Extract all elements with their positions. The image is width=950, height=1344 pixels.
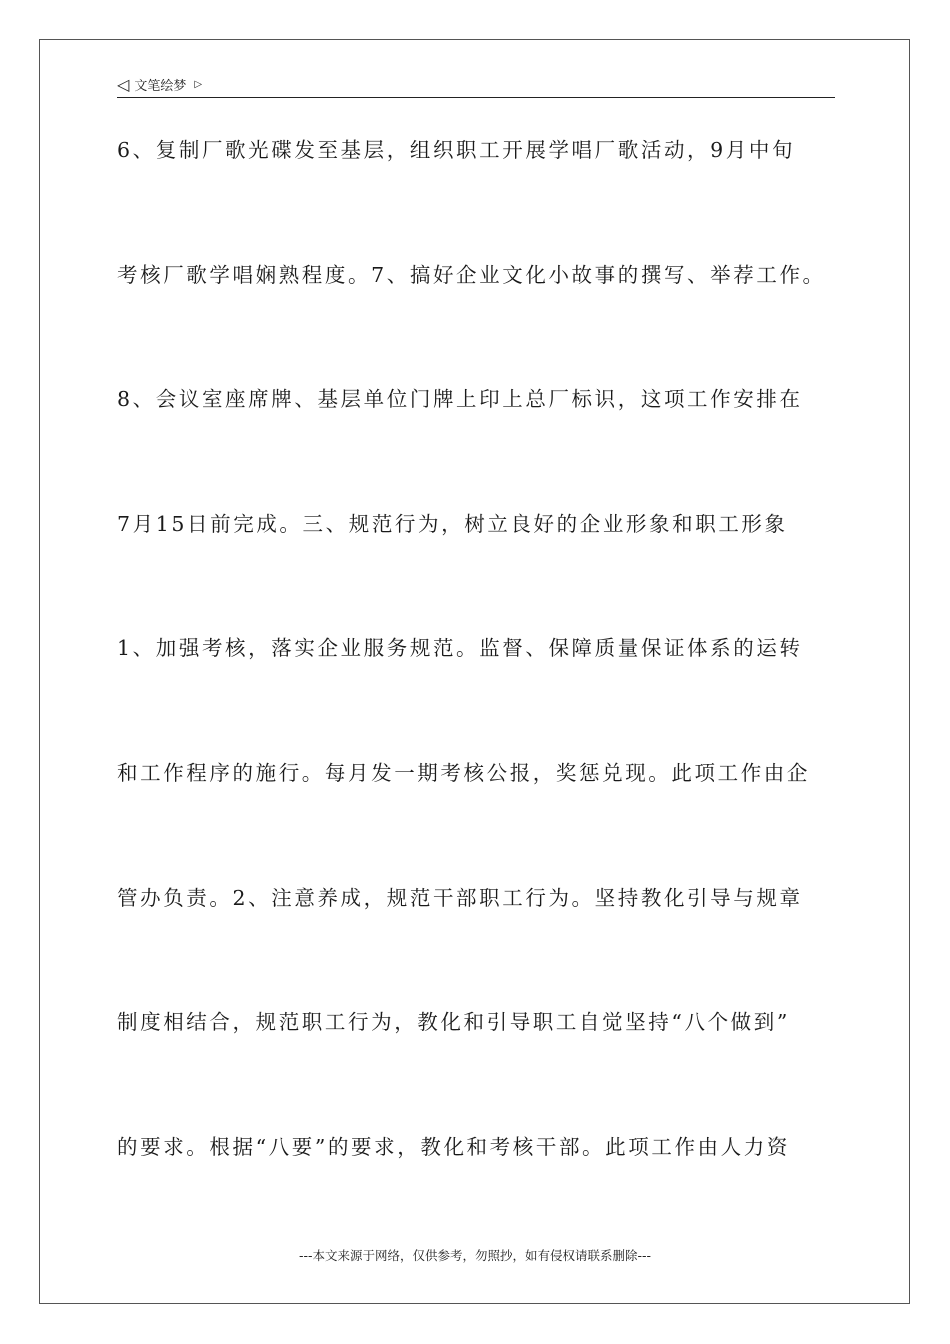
text-line: 7月15日前完成。三、规范行为，树立良好的企业形象和职工形象 <box>117 511 788 536</box>
text-line: 管办负责。2、注意养成，规范干部职工行为。坚持教化引导与规章 <box>117 885 803 910</box>
page-header <box>117 72 835 98</box>
text-line: 考核厂歌学唱娴熟程度。7、搞好企业文化小故事的撰写、举荐工作。 <box>117 262 826 287</box>
right-triangle-icon: ▷ <box>194 78 203 90</box>
text-line: 6、复制厂歌光碟发至基层，组织职工开展学唱厂歌活动，9月中旬 <box>117 138 796 162</box>
document-body <box>117 128 847 1249</box>
header-title: 文笔绘梦 <box>134 79 187 94</box>
text-line: 和工作程序的施行。每月发一期考核公报，奖惩兑现。此项工作由企 <box>117 760 810 785</box>
text-line: 8、会议室座席牌、基层单位门牌上印上总厂标识，这项工作安排在 <box>117 387 803 412</box>
text-line: 制度相结合，规范职工行为，教化和引导职工自觉坚持“八个做到” <box>117 1010 790 1035</box>
text-line: 的要求。根据“八要”的要求，教化和考核干部。此项工作由人力资 <box>117 1134 790 1159</box>
text-line: 1、加强考核，落实企业服务规范。监督、保障质量保证体系的运转 <box>117 636 803 661</box>
page-footer: ---本文来源于网络，仅供参考，勿照抄，如有侵权请联系删除--- <box>298 1248 652 1263</box>
left-triangle-icon: ◁ <box>117 74 130 94</box>
